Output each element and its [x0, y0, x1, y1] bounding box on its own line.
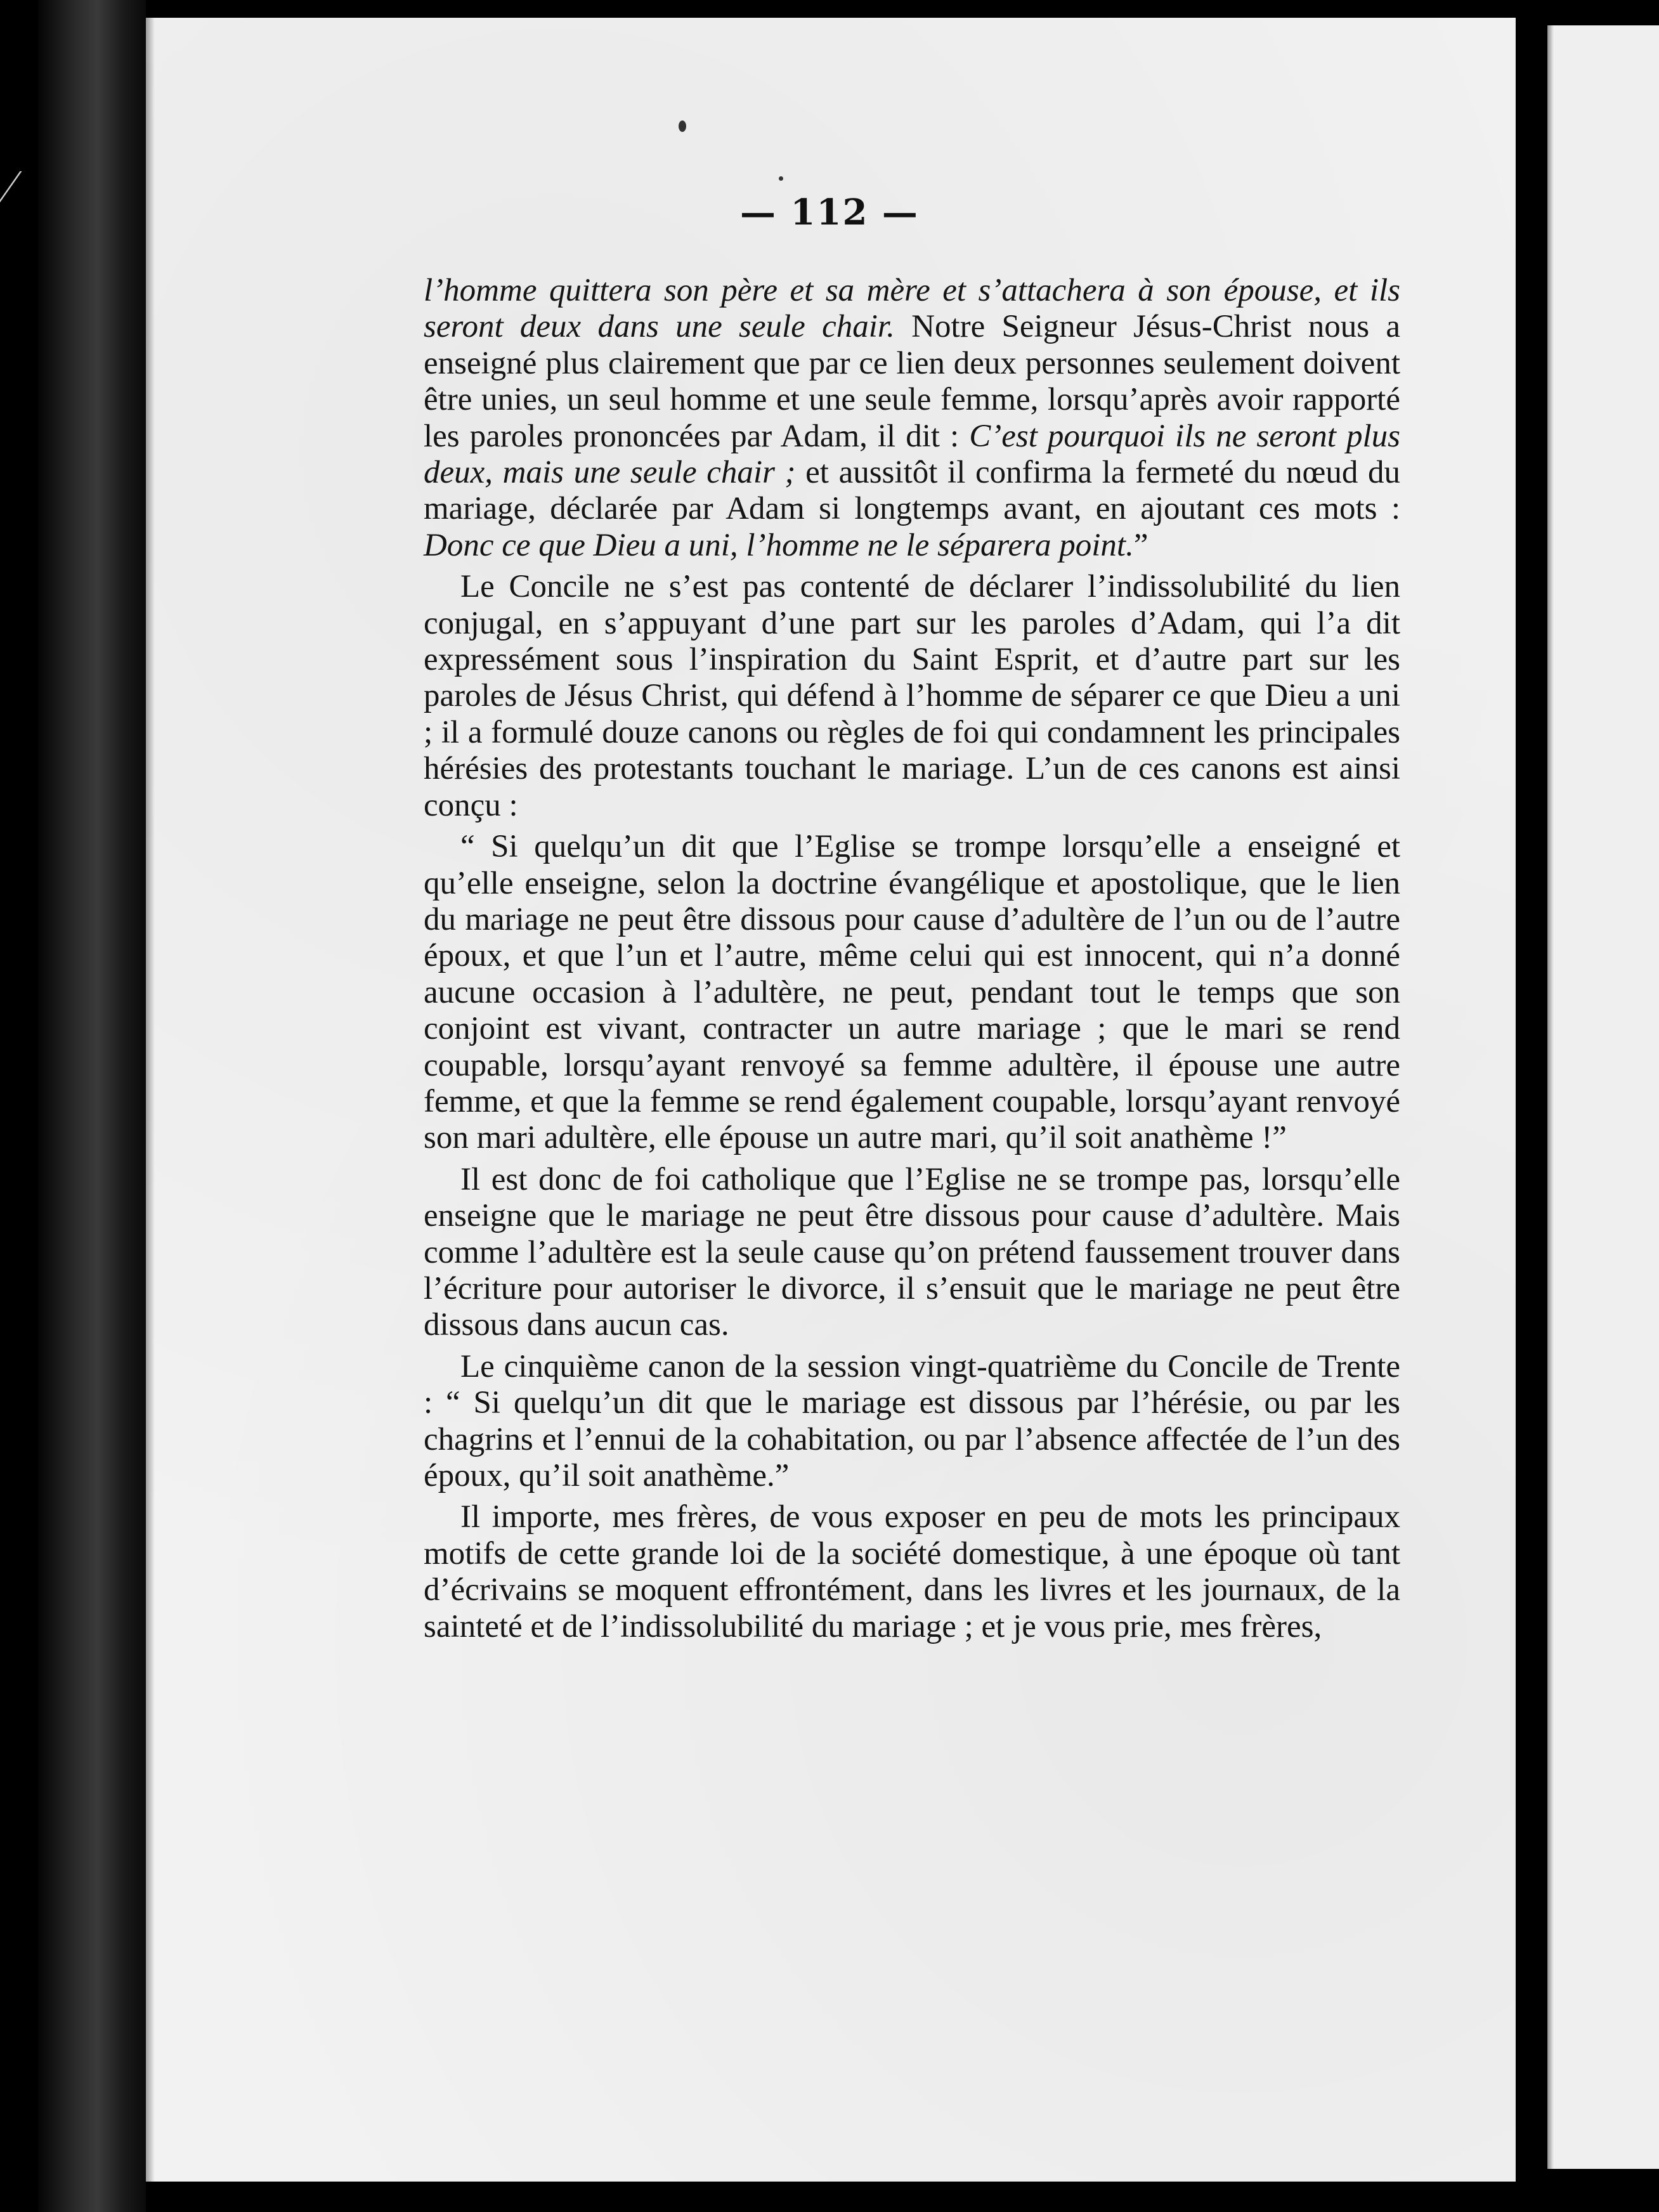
text-run: “ Si quelqu’un dit que l’Eglise se trompe lorsqu’elle a enseigné et qu’elle enseigne, selon la doctrine évangélique et apostolique, que le lien du mariage ne peut être dissous pour cause d’adultère de l’un ou de l’autre époux, et que l’un et l’autre, même celui qui est innocent, qui n’a donné aucune occasion à l’adultère, ne peut, pendant tout le temps que son conjoint est vivant, contracter un autre mariage ; que le mari se rend coupable, lorsqu’ayant renvoyé sa femme adultère, il épouse une autre femme, et que la femme se rend également coupable, lorsqu’ayant renvoyé son mari adultère, elle épouse un autre mari, qu’il soit anathème !” [424, 829, 1400, 1156]
italic-quotation: l’homme quittera son père et sa mère et s’attachera à son épouse, et ils seront deux dans une seule chair. [424, 273, 1400, 345]
paragraph [424, 273, 1400, 564]
paragraph [424, 829, 1400, 1157]
body-text [424, 273, 1400, 1645]
text-run: Le Concile ne s’est pas contenté de déclarer l’indissolubilité du lien conjugal, en s’appuyant d’une part sur les paroles d’Adam, qui l’a dit expressément sous l’inspiration du Saint Esprit, et d’autre part sur les paroles de Jésus Christ, qui défend à l’homme de séparer ce que Dieu a uni ; il a formulé douze canons ou règles de foi qui condamnent les principales hérésies des protestants touchant le mariage. L’un de ces canons est ainsi conçu : [424, 569, 1400, 823]
adjacent-page-edge [1547, 25, 1659, 2169]
paragraph [424, 1162, 1400, 1344]
text-run: Notre Seigneur Jésus-Christ nous a enseigné plus clairement que par ce lien deux personnes seulement doivent être unies, un seul homme et une seule femme, lorsqu’après avoir rapporté les paroles prononcées par Adam, il dit : [424, 309, 1400, 454]
book-binding [38, 0, 146, 2212]
page-number: — 112 — [740, 192, 919, 233]
italic-quotation: Donc ce que Dieu a uni, l’homme ne le séparera point. [424, 527, 1134, 563]
text-run: Il importe, mes frères, de vous exposer en peu de mots les principaux motifs de cette grande loi de la société domestique, à une époque où tant d’écrivains se moquent effrontément, dans les livres et les journaux, de la sainteté et de l’indissolubilité du mariage ; et je vous prie, mes frères, [424, 1499, 1400, 1644]
ink-speck [679, 120, 686, 132]
paragraph [424, 1499, 1400, 1645]
ink-speck [779, 176, 783, 181]
text-run: ” [1133, 527, 1148, 563]
text-run: Le cinquième canon de la session vingt-quatrième du Concile de Trente : “ Si quelqu’un dit que le mariage est dissous par l’hérésie, ou par les chagrins et l’ennui de la cohabitation, ou par l’absence affectée de l’un des époux, qu’il soit anathème.” [424, 1348, 1400, 1493]
paragraph [424, 569, 1400, 824]
italic-quotation: C’est pourquoi ils ne seront plus deux, mais une seule chair ; [424, 418, 1400, 491]
text-run: Il est donc de foi catholique que l’Eglise ne se trompe pas, lorsqu’elle enseigne que le mariage ne peut être dissous pour cause d’adultère. Mais comme l’adultère est la seule cause qu’on prétend faussement trouver dans l’écriture pour autoriser le divorce, il s’ensuit que le mariage ne peut être dissous dans aucun cas. [424, 1161, 1400, 1343]
text-run: et aussitôt il confirma la fermeté du nœud du mariage, déclarée par Adam si longtemps avant, en ajoutant ces mots : [424, 455, 1400, 527]
paragraph [424, 1349, 1400, 1495]
